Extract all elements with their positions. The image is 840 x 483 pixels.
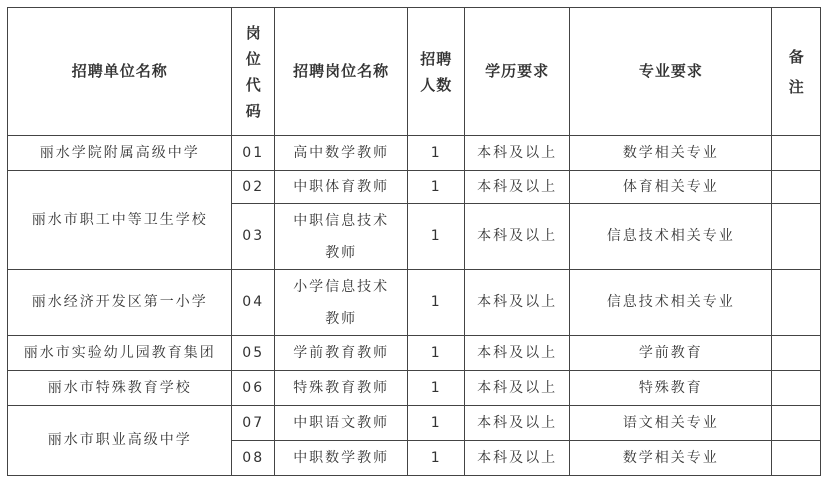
- header-major: 专业要求: [570, 8, 772, 136]
- education-cell: 本科及以上: [465, 136, 570, 171]
- table-row: [8, 136, 821, 171]
- position-cell: 中职语文教师: [274, 406, 407, 441]
- code-cell: 05: [232, 336, 274, 371]
- count-cell: 1: [408, 406, 465, 441]
- remark-cell: [772, 371, 821, 406]
- remark-cell: [772, 204, 821, 270]
- position-cell: 中职体育教师: [274, 171, 407, 204]
- major-cell: 数学相关专业: [570, 441, 772, 476]
- position-cell: [274, 204, 407, 270]
- major-cell: 信息技术相关专业: [570, 204, 772, 270]
- remark-cell: [772, 270, 821, 336]
- header-code: [232, 8, 274, 136]
- table-row: [8, 406, 821, 441]
- table-row: [8, 270, 821, 336]
- position-cell: 高中数学教师: [274, 136, 407, 171]
- remark-cell: [772, 171, 821, 204]
- header-code-text: 岗位代码: [245, 23, 262, 120]
- position-cell: 学前教育教师: [274, 336, 407, 371]
- remark-cell: [772, 441, 821, 476]
- position-text: 中职信息技术教师: [293, 212, 390, 261]
- count-cell: 1: [408, 371, 465, 406]
- code-cell: 01: [232, 136, 274, 171]
- count-cell: 1: [408, 270, 465, 336]
- remark-cell: [772, 136, 821, 171]
- major-cell: 信息技术相关专业: [570, 270, 772, 336]
- remark-cell: [772, 336, 821, 371]
- code-cell: 03: [232, 204, 274, 270]
- header-unit: 招聘单位名称: [8, 8, 232, 136]
- header-remark: [772, 8, 821, 136]
- major-cell: 语文相关专业: [570, 406, 772, 441]
- unit-cell: 丽水市实验幼儿园教育集团: [8, 336, 232, 371]
- position-cell: 中职数学教师: [274, 441, 407, 476]
- table-row: [8, 371, 821, 406]
- education-cell: 本科及以上: [465, 336, 570, 371]
- education-cell: 本科及以上: [465, 171, 570, 204]
- education-cell: 本科及以上: [465, 270, 570, 336]
- code-cell: 07: [232, 406, 274, 441]
- remark-cell: [772, 406, 821, 441]
- table-row: [8, 171, 821, 204]
- major-cell: 体育相关专业: [570, 171, 772, 204]
- unit-cell: 丽水市职工中等卫生学校: [8, 171, 232, 270]
- major-cell: 数学相关专业: [570, 136, 772, 171]
- header-position: 招聘岗位名称: [274, 8, 407, 136]
- count-cell: 1: [408, 171, 465, 204]
- header-remark-text: 备注: [788, 47, 805, 96]
- unit-cell: 丽水市特殊教育学校: [8, 371, 232, 406]
- code-cell: 06: [232, 371, 274, 406]
- major-cell: 特殊教育: [570, 371, 772, 406]
- header-education: 学历要求: [465, 8, 570, 136]
- unit-cell: 丽水经济开发区第一小学: [8, 270, 232, 336]
- position-text: 小学信息技术教师: [293, 278, 390, 327]
- code-cell: 02: [232, 171, 274, 204]
- count-cell: 1: [408, 336, 465, 371]
- education-cell: 本科及以上: [465, 204, 570, 270]
- major-cell: 学前教育: [570, 336, 772, 371]
- education-cell: 本科及以上: [465, 441, 570, 476]
- table-row: [8, 336, 821, 371]
- header-count-text: 招聘人数: [420, 49, 453, 94]
- unit-cell: 丽水学院附属高级中学: [8, 136, 232, 171]
- count-cell: 1: [408, 204, 465, 270]
- education-cell: 本科及以上: [465, 406, 570, 441]
- code-cell: 08: [232, 441, 274, 476]
- header-row: [8, 8, 821, 136]
- position-cell: [274, 270, 407, 336]
- recruitment-table: [7, 7, 821, 476]
- education-cell: 本科及以上: [465, 371, 570, 406]
- unit-cell: 丽水市职业高级中学: [8, 406, 232, 476]
- code-cell: 04: [232, 270, 274, 336]
- count-cell: 1: [408, 136, 465, 171]
- position-cell: 特殊教育教师: [274, 371, 407, 406]
- count-cell: 1: [408, 441, 465, 476]
- header-count: [408, 8, 465, 136]
